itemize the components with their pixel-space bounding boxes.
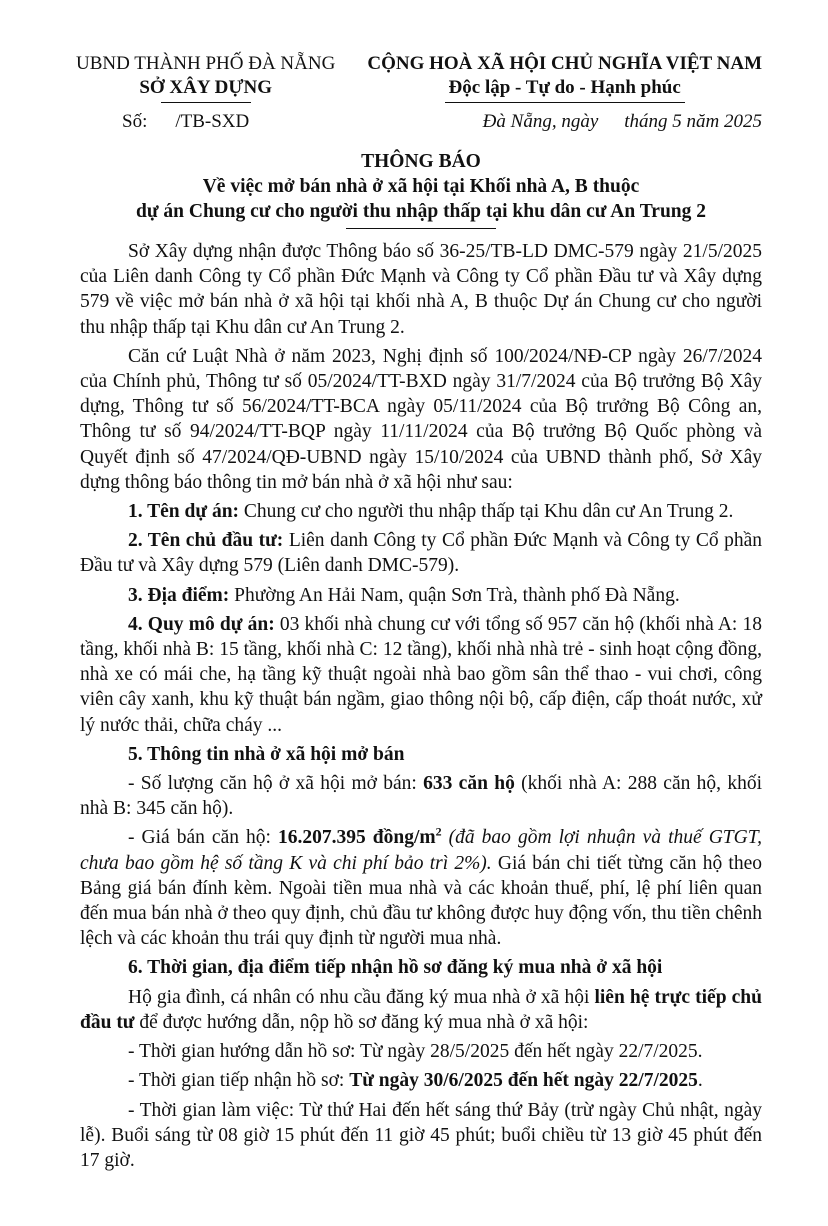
title-underline: [346, 228, 496, 229]
text-run: - Giá bán căn hộ:: [128, 827, 278, 849]
motto: Độc lập - Tự do - Hạnh phúc: [448, 77, 681, 98]
paragraph-legal-basis: Căn cứ Luật Nhà ở năm 2023, Nghị định số 100/2024/NĐ-CP ngày 26/7/2024 của Chính phủ, Thông tư số 05/2024/TT-BXD ngày 31/7/2024 của Bộ trưởng Bộ Xây dựng, Thông tư số 56/2024/TT-BCA ngày 05/11/2024 của Bộ trưởng Bộ Công an, Thông tư số 94/2024/TT-BQP ngày 11/11/2024 của Bộ trưởng Bộ Quốc phòng và Quyết định số 47/2024/QĐ-UBND ngày 15/10/2024 của UBND thành phố, Sở Xây dựng thông báo thông tin mở bán nhà ở xã hội như sau:: [80, 345, 762, 493]
unit-count: 633 căn hộ: [423, 773, 515, 795]
title-line-1: THÔNG BÁO: [361, 151, 481, 172]
document-date: [483, 109, 762, 135]
text-run: để được hướng dẫn, nộp hồ sơ đăng ký mua nhà ở xã hội:: [134, 1011, 589, 1033]
national-motto: [367, 52, 762, 103]
text-run: - Thời gian tiếp nhận hồ sơ:: [128, 1070, 350, 1092]
agency-parent: UBND THÀNH PHỐ ĐÀ NẴNG: [76, 53, 336, 74]
document-header: [76, 52, 762, 103]
date-place: Đà Nẵng, ngày: [482, 111, 599, 132]
date-rest: tháng 5 năm 2025: [624, 111, 762, 132]
document-body: [80, 239, 762, 1173]
section-scale: [80, 612, 762, 738]
number-date-row: [80, 109, 762, 135]
section-text: 03 khối nhà chung cư với tổng số 957 căn hộ (khối nhà A: 18 tầng, khối nhà B: 15 tầng, khối nhà C: 12 tầng), khối nhà nhà trẻ - sinh hoạt cộng đồng, nhà xe có mái che, hạ tầng kỹ thuật ngoài nhà bao gồm sân thể thao - vui chơi, công viên cây xanh, khu kỹ thuật bán ngầm, giao thông nội bộ, cấp điện, cấp thoát nước, xử lý nước thải, chữa cháy ...: [80, 613, 762, 736]
price-amount: 16.207.395 đồng/m: [277, 827, 436, 849]
motto-underline: [445, 102, 685, 103]
agency-underline: [161, 102, 251, 103]
section-text: Chung cư cho người thu nhập thấp tại Khu dân cư An Trung 2.: [239, 501, 734, 523]
text-run: (khối nhà A: 288 căn hộ, khối nhà B: 345 căn hộ).: [80, 773, 763, 820]
document-title: [80, 149, 762, 224]
section-investor: [80, 528, 762, 578]
nation-name: CỘNG HOÀ XÃ HỘI CHỦ NGHĨA VIỆT NAM: [367, 53, 762, 74]
price-note: (đã bao gồm lợi nhuận và thuế GTGT, chưa bao gồm hệ số tầng K và chi phí bảo trì 2%).: [80, 827, 762, 874]
receiving-dates: Từ ngày 30/6/2025 đến hết ngày 22/7/2025: [349, 1070, 698, 1092]
price-value: [277, 824, 442, 849]
section-label: 3. Địa điểm:: [128, 584, 230, 606]
section-sale-info-heading: 5. Thông tin nhà ở xã hội mở bán: [128, 743, 405, 765]
registration-intro: [80, 985, 762, 1035]
guidance-period: - Thời gian hướng dẫn hồ sơ: Từ ngày 28/5/2025 đến hết ngày 22/7/2025.: [128, 1041, 703, 1063]
section-text: Liên danh Công ty Cổ phần Đức Mạnh và Công ty Cổ phần Đầu tư và Xây dựng 579 (Liên danh DMC-579).: [80, 530, 762, 577]
section-label: 1. Tên dự án:: [128, 501, 240, 523]
paragraph-intro: Sở Xây dựng nhận được Thông báo số 36-25/TB-LD DMC-579 ngày 21/5/2025 của Liên danh Công ty Cổ phần Đức Mạnh và Công ty Cổ phần Đầu tư và Xây dựng 579 về việc mở bán nhà ở xã hội tại khối nhà A, B thuộc Dự án Chung cư cho người thu nhập thấp tại Khu dân cư An Trung 2.: [80, 241, 762, 338]
section-label: 2. Tên chủ đầu tư:: [128, 530, 284, 552]
agency-name: SỞ XÂY DỰNG: [139, 77, 272, 98]
text-run: - Số lượng căn hộ ở xã hội mở bán:: [128, 773, 424, 795]
text-run: Hộ gia đình, cá nhân có nhu cầu đăng ký mua nhà ở xã hội: [128, 986, 595, 1008]
section-label: 4. Quy mô dự án:: [128, 613, 275, 635]
title-line-3: dự án Chung cư cho người thu nhập thấp tại khu dân cư An Trung 2: [135, 201, 707, 222]
text-run: .: [697, 1070, 703, 1092]
receiving-period: [80, 1068, 762, 1093]
issuing-agency: [76, 52, 335, 103]
price-superscript: 2: [435, 824, 442, 839]
title-line-2: Về việc mở bán nhà ở xã hội tại Khối nhà A, B thuộc: [202, 176, 640, 197]
section-text: Phường An Hải Nam, quận Sơn Trà, thành phố Đà Nẵng.: [229, 584, 680, 606]
section-location: [80, 583, 762, 608]
sale-price: [80, 825, 762, 951]
section-registration-heading: 6. Thời gian, địa điểm tiếp nhận hồ sơ đăng ký mua nhà ở xã hội: [128, 957, 663, 979]
number-label: Số:: [122, 111, 148, 132]
working-hours: - Thời gian làm việc: Từ thứ Hai đến hết sáng thứ Bảy (trừ ngày Chủ nhật, ngày lễ). Buổi sáng từ 08 giờ 15 phút đến 11 giờ 45 phút; buổi chiều từ 13 giờ 45 phút đến 17 giờ.: [80, 1099, 762, 1171]
section-project-name: [80, 499, 762, 524]
number-value: /TB-SXD: [175, 111, 250, 132]
contact-note: liên hệ trực tiếp chủ đầu tư: [80, 986, 762, 1033]
sale-quantity: [80, 771, 762, 821]
document-number: [122, 109, 249, 135]
text-run: Giá bán chi tiết từng căn hộ theo Bảng giá bán đính kèm. Ngoài tiền mua nhà và các khoản thuế, phí, lệ phí liên quan đến mua bán nhà ở theo quy định, chủ đầu tư không được huy động vốn, thu tiền chênh lệch và các khoản thu trái quy định từ người mua nhà.: [80, 852, 762, 950]
